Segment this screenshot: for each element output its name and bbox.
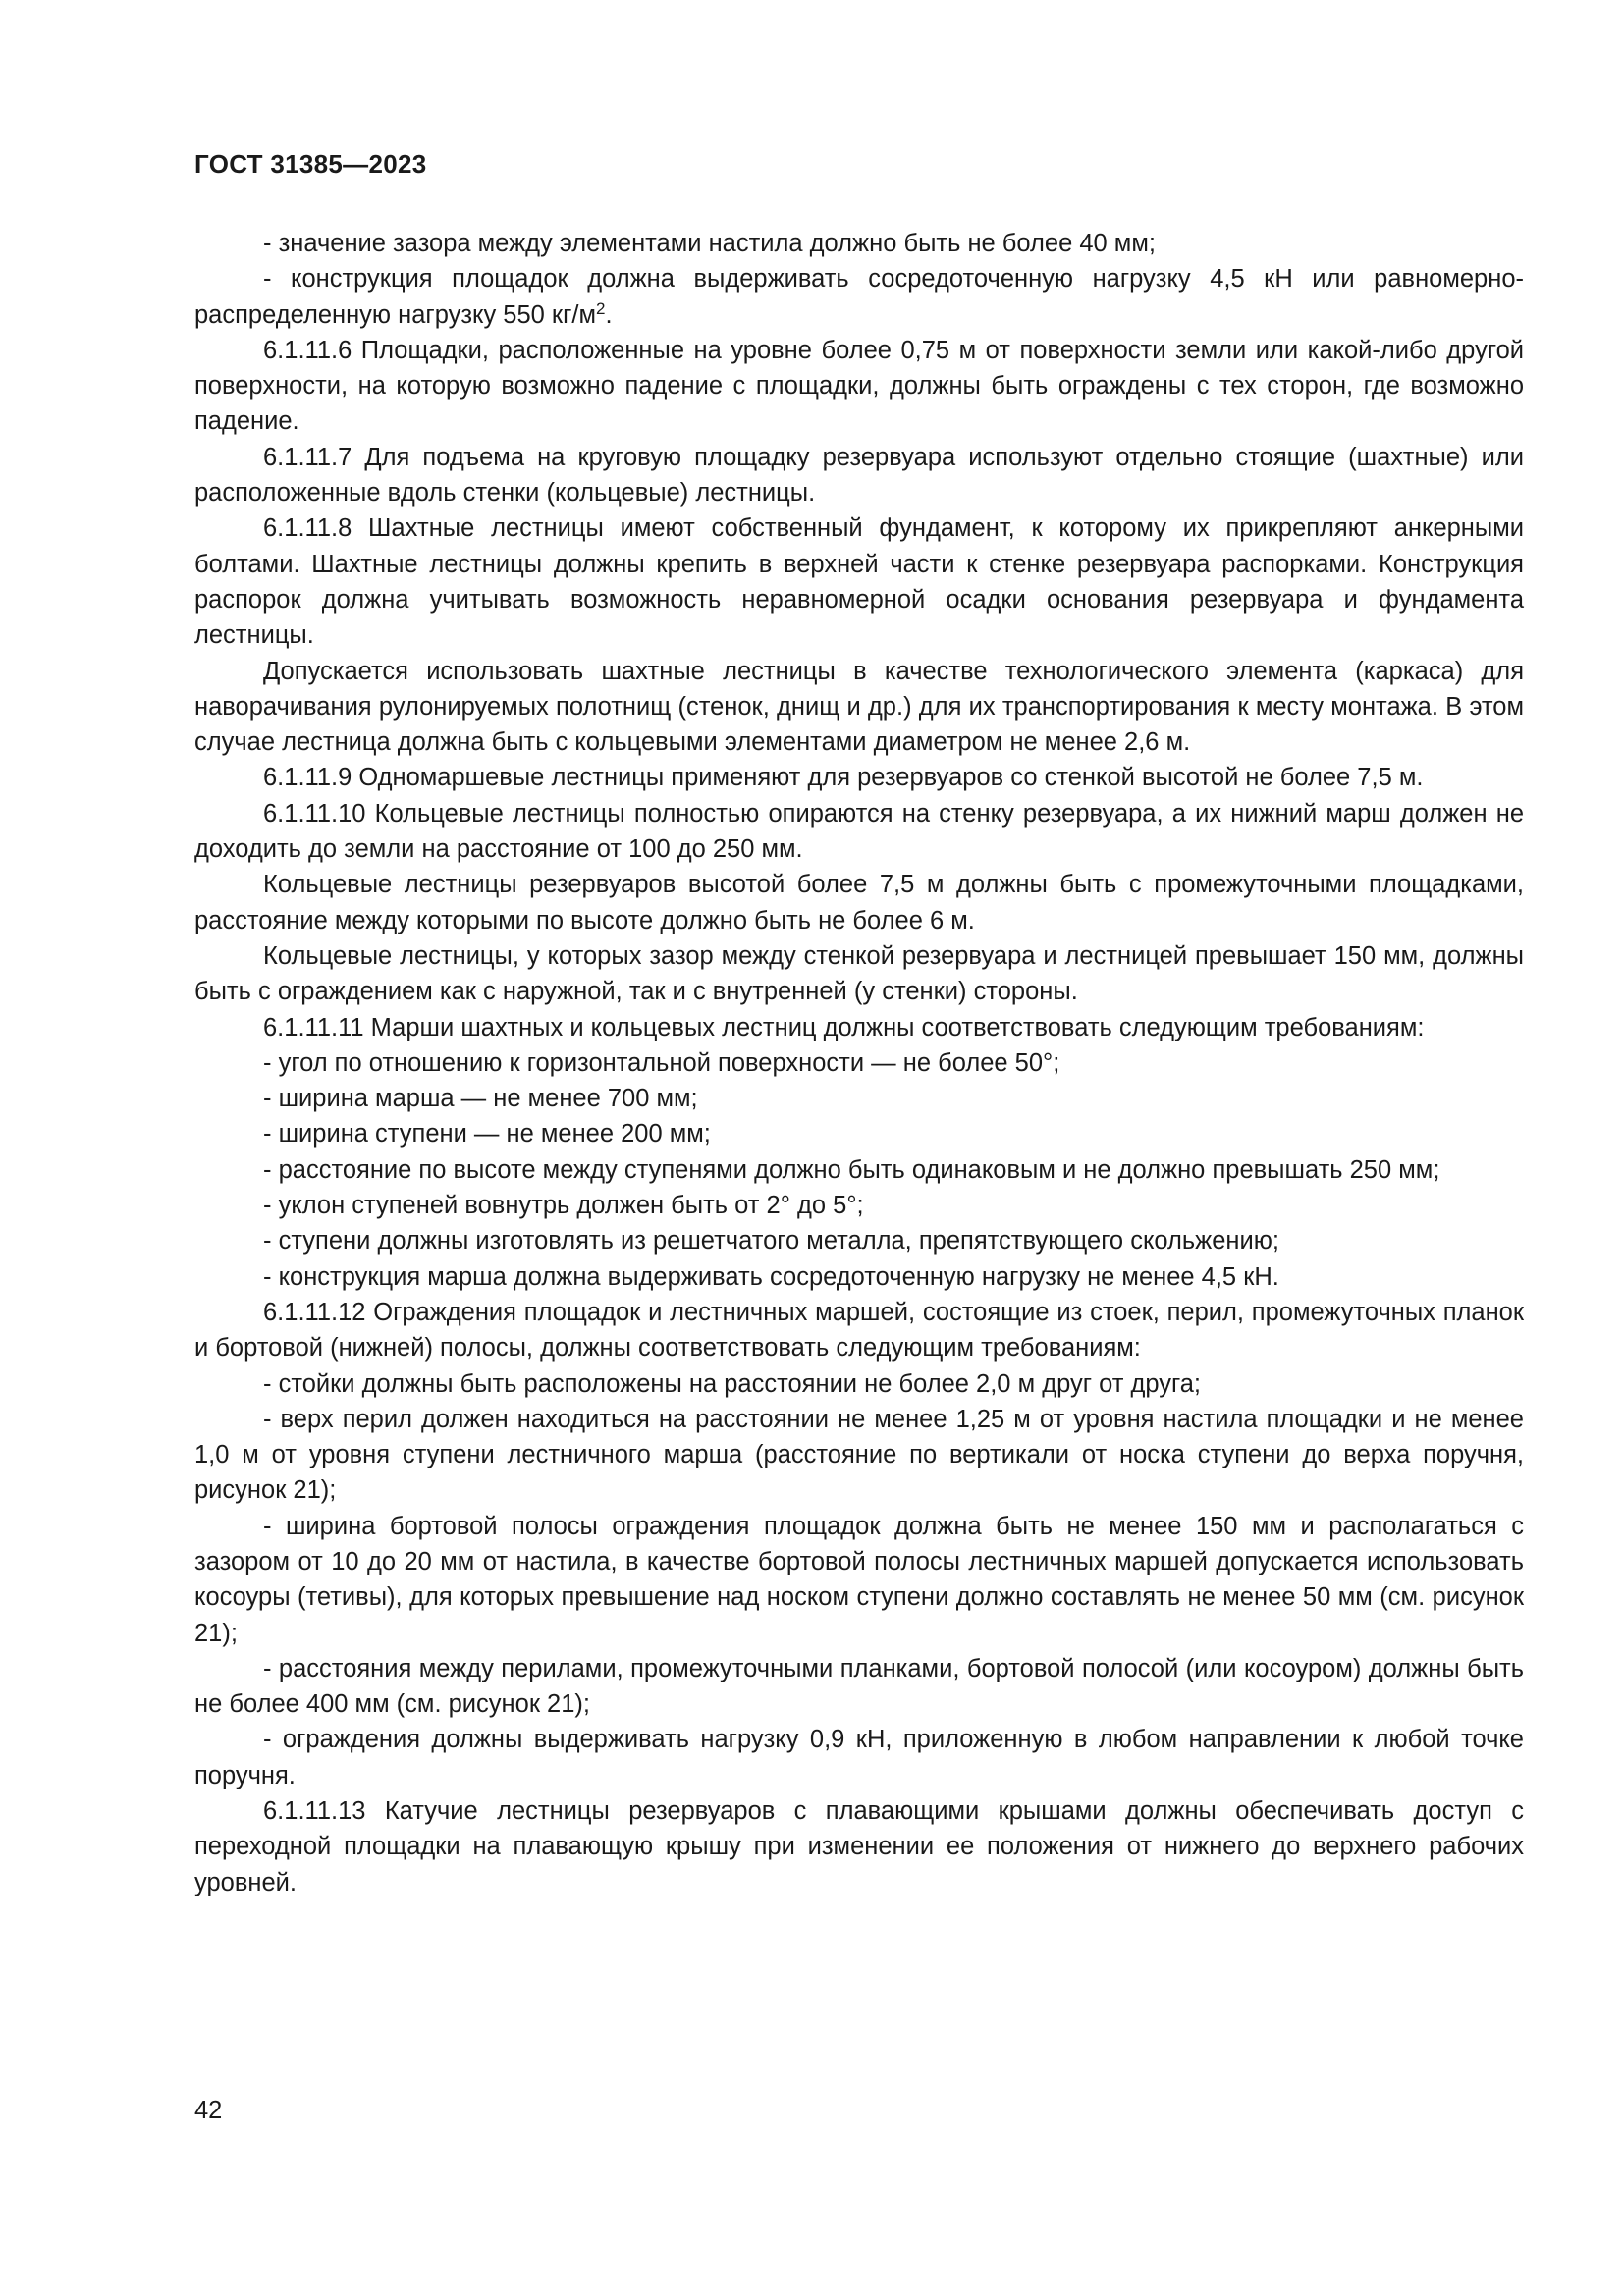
list-item [194, 261, 1524, 333]
page-number: 42 [194, 2097, 223, 2124]
list-item: - уклон ступеней вовнутрь должен быть от 2° до 5°; [263, 1192, 864, 1220]
paragraph: 6.1.11.13 Катучие лестницы резервуаров с плавающими крышами должны обеспечивать доступ с переходной площадки на плавающую крышу при изменении ее положения от нижнего до верхнего рабочих уровней. [194, 1797, 1524, 1896]
paragraph-text: - конструкция площадок должна выдерживать сосредоточенную нагрузку 4,5 кН или равномерно-распределенную нагрузку 550 кг/м [194, 265, 1524, 329]
paragraph: 6.1.11.12 Ограждения площадок и лестничных маршей, состоящие из стоек, перил, промежуточных планок и бортовой (нижней) полосы, должны соответствовать следующим требованиям: [194, 1298, 1524, 1362]
paragraph: 6.1.11.6 Площадки, расположенные на уровне более 0,75 м от поверхности земли или какой-либо другой поверхности, на которую возможно падение с площадки, должны быть ограждены с тех сторон, где возможно падение. [194, 336, 1524, 436]
list-item: - расстояние по высоте между ступенями должно быть одинаковым и не должно превышать 250 мм; [263, 1155, 1440, 1184]
paragraph: 6.1.11.11 Марши шахтных и кольцевых лестниц должны соответствовать следующим требованиям: [263, 1013, 1425, 1041]
paragraph: Кольцевые лестницы, у которых зазор между стенкой резервуара и лестницей превышает 150 мм, должны быть с ограждением как с наружной, так и с внутренней (у стенки) стороны. [194, 941, 1524, 1006]
list-item: - конструкция марша должна выдерживать сосредоточенную нагрузку не менее 4,5 кН. [263, 1262, 1279, 1291]
list-item: - ширина марша — не менее 700 мм; [263, 1085, 698, 1113]
superscript-exponent: 2 [596, 298, 606, 318]
paragraph: 6.1.11.7 Для подъема на круговую площадку резервуара используют отдельно стоящие (шахтные) или расположенные вдоль стенки (кольцевые) лестницы. [194, 443, 1524, 507]
list-item: - значение зазора между элементами настила должно быть не более 40 мм; [263, 230, 1156, 257]
document-page [194, 0, 1524, 2296]
list-item: - стойки должны быть расположены на расстоянии не более 2,0 м друг от друга; [263, 1369, 1202, 1398]
list-item: - ограждения должны выдерживать нагрузку 0,9 кН, приложенную в любом направлении к любой точке поручня. [194, 1726, 1524, 1789]
paragraph-suffix: . [605, 300, 613, 329]
paragraph: 6.1.11.10 Кольцевые лестницы полностью опираются на стенку резервуара, а их нижний марш должен не доходить до земли на расстояние от 100 до 250 мм. [194, 799, 1524, 864]
paragraph: Допускается использовать шахтные лестницы в качестве технологического элемента (каркаса) для наворачивания рулонируемых полотнищ (стенок, днищ и др.) для их транспортирования к месту монтажа. В этом случае лестница должна быть с кольцевыми элементами диаметром не менее 2,6 м. [194, 657, 1524, 757]
list-item: - ступени должны изготовлять из решетчатого металла, препятствующего скольжению; [263, 1227, 1279, 1255]
list-item: - ширина ступени — не менее 200 мм; [263, 1120, 711, 1148]
list-item: - расстояния между перилами, промежуточными планками, бортовой полосой (или косоуром) должны быть не более 400 мм (см. рисунок 21); [194, 1654, 1524, 1719]
paragraph: 6.1.11.8 Шахтные лестницы имеют собственный фундамент, к которому их прикрепляют анкерными болтами. Шахтные лестницы должны крепить в верхней части к стенке резервуара распорками. Конструкция распорок должна учитывать возможность неравномерной осадки основания резервуара и фундамента лестницы. [194, 514, 1524, 650]
list-item: - верх перил должен находиться на расстоянии не менее 1,25 м от уровня настила площадки и не менее 1,0 м от уровня ступени лестничного марша (расстояние по вертикали от носка ступени до верха поручня, рисунок 21); [194, 1405, 1524, 1505]
document-body [194, 226, 1524, 1900]
list-item: - угол по отношению к горизонтальной поверхности — не более 50°; [263, 1048, 1060, 1077]
document-header: ГОСТ 31385—2023 [194, 149, 427, 179]
paragraph: 6.1.11.9 Одномаршевые лестницы применяют для резервуаров со стенкой высотой не более 7,5 м. [263, 764, 1424, 792]
paragraph: Кольцевые лестницы резервуаров высотой более 7,5 м должны быть с промежуточными площадками, расстояние между которыми по высоте должно быть не более 6 м. [194, 871, 1524, 934]
list-item: - ширина бортовой полосы ограждения площадок должна быть не менее 150 мм и располагаться с зазором от 10 до 20 мм от настила, в качестве бортовой полосы лестничных маршей допускается использовать косоуры (тетивы), для которых превышение над носком ступени должно составлять не менее 50 мм (см. рисунок 21); [194, 1512, 1524, 1647]
